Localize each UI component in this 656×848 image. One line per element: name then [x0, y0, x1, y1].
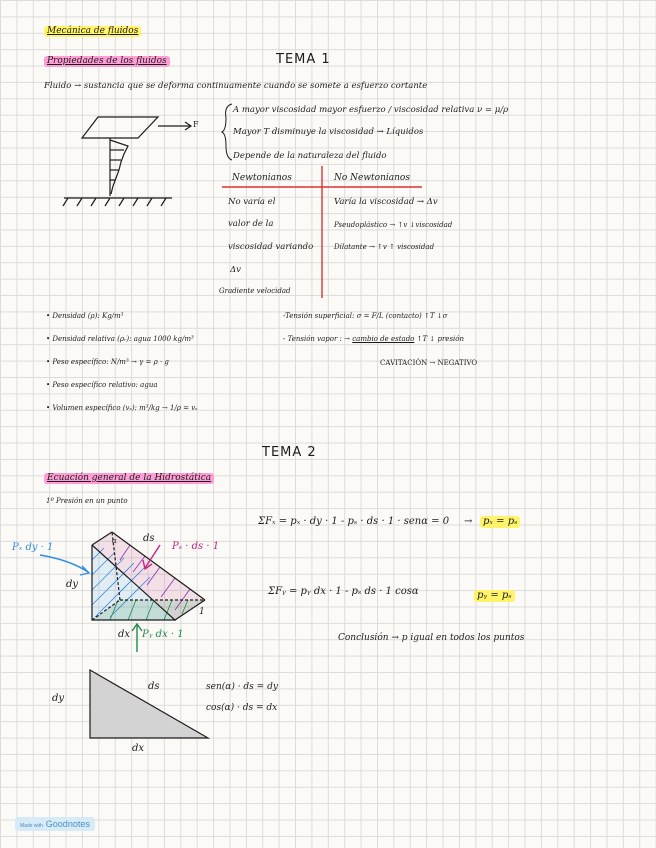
triangle-ds: ds	[148, 681, 160, 692]
newtonian-table-lines	[222, 166, 422, 298]
property-item: • Peso específico relativo: agua	[46, 381, 158, 389]
triangle-dx: dx	[132, 743, 145, 754]
table-header-newtonian: Newtonianos	[232, 173, 292, 183]
badge-brand: Goodnotes	[45, 819, 90, 829]
property-item: • Densidad (ρ): Kg/m³	[46, 312, 124, 320]
property-item: • Volumen específico (vₛ): m³/kg → 1/ρ = vₛ	[46, 404, 198, 412]
triangle-sen-relation: sen(α) · ds = dy	[206, 682, 278, 692]
equation-x-arrow: →	[464, 516, 473, 527]
page-title: Mecánica de fluidos	[44, 26, 141, 37]
table-header-non-newtonian: No Newtonianos	[334, 173, 410, 183]
triangle-cos-relation: cos(α) · ds = dx	[206, 703, 278, 713]
bullet-nature: Depende de la naturaleza del fluido	[233, 151, 387, 161]
table-right-line: Pseudoplástico → ↑v ↓viscosidad	[334, 221, 453, 229]
property-item: • Densidad relativa (ρᵣ): agua 1000 kg/m³	[46, 335, 194, 343]
label-py: Pᵧ dx · 1	[142, 629, 184, 640]
section2-heading: TEMA 2	[262, 445, 317, 460]
table-left-line: Δv	[230, 265, 241, 275]
equation-x: ΣFₓ = pₓ · dy · 1 - pₛ · ds · 1 · senα = 0	[258, 516, 450, 527]
table-left-line: Gradiente velocidad	[219, 287, 291, 295]
vapor-tension-underlined: cambio de estado	[352, 335, 415, 343]
vapor-tension	[283, 336, 464, 343]
table-right-line: Varía la viscosidad → Δv	[334, 197, 438, 207]
conclusion: Conclusión → p igual en todos los puntos	[338, 633, 525, 643]
bullet-brace	[222, 104, 232, 160]
point-pressure-title: 1º Presión en un punto	[46, 497, 128, 505]
bullet-temperature: Mayor T disminuye la viscosidad → Líquidos	[233, 127, 424, 137]
triangle-dy: dy	[52, 693, 65, 704]
label-px: Pₓ dy · 1	[12, 542, 54, 553]
equation-y: ΣFᵧ = pᵧ dx · 1 - pₛ ds · 1 cosα	[268, 586, 419, 597]
equation-x-result: pₓ = pₛ	[480, 516, 520, 528]
equation-y-result: pᵧ = pₛ	[474, 590, 515, 602]
badge-made-with: Made with	[20, 823, 43, 829]
table-right-line: Dilatante → ↑v ↑ viscosidad	[334, 243, 435, 251]
force-label: F	[193, 120, 199, 129]
bullet-viscosity: A mayor viscosidad mayor esfuerzo / viscosidad relativa ν = μ/ρ	[233, 105, 509, 115]
surface-tension: -Tensión superficial: σ = F/L (contacto) ↑T ↓σ	[283, 312, 448, 320]
table-left-line: viscosidad variando	[228, 242, 314, 252]
vapor-tension-prefix: - Tensión vapor : →	[283, 335, 350, 343]
viscosity-diagram	[63, 117, 191, 206]
cavitation: CAVITACIÓN → NEGATIVO	[380, 359, 478, 367]
goodnotes-badge	[15, 817, 95, 831]
label-alpha: α	[112, 537, 117, 545]
section1-heading: TEMA 1	[276, 52, 331, 67]
vapor-tension-suffix: ↑T ↓ presión	[416, 335, 464, 343]
label-dy: dy	[66, 579, 79, 590]
fluid-definition: Fluido → sustancia que se deforma continuamente cuando se somete a esfuerzo cortante	[44, 81, 428, 91]
label-dx: dx	[118, 629, 131, 640]
label-one: 1	[199, 607, 205, 617]
label-ds: ds	[143, 533, 155, 544]
table-left-line: No varía el	[228, 197, 276, 207]
table-left-line: valor de la	[228, 219, 274, 229]
section2-subtitle: Ecuación general de la Hidrostática	[44, 473, 214, 484]
property-item: • Peso específico: N/m³ → γ = ρ · g	[46, 358, 169, 366]
section1-subtitle: Propiedades de los fluidos	[44, 56, 170, 67]
label-ps: Pₛ · ds · 1	[172, 541, 220, 552]
